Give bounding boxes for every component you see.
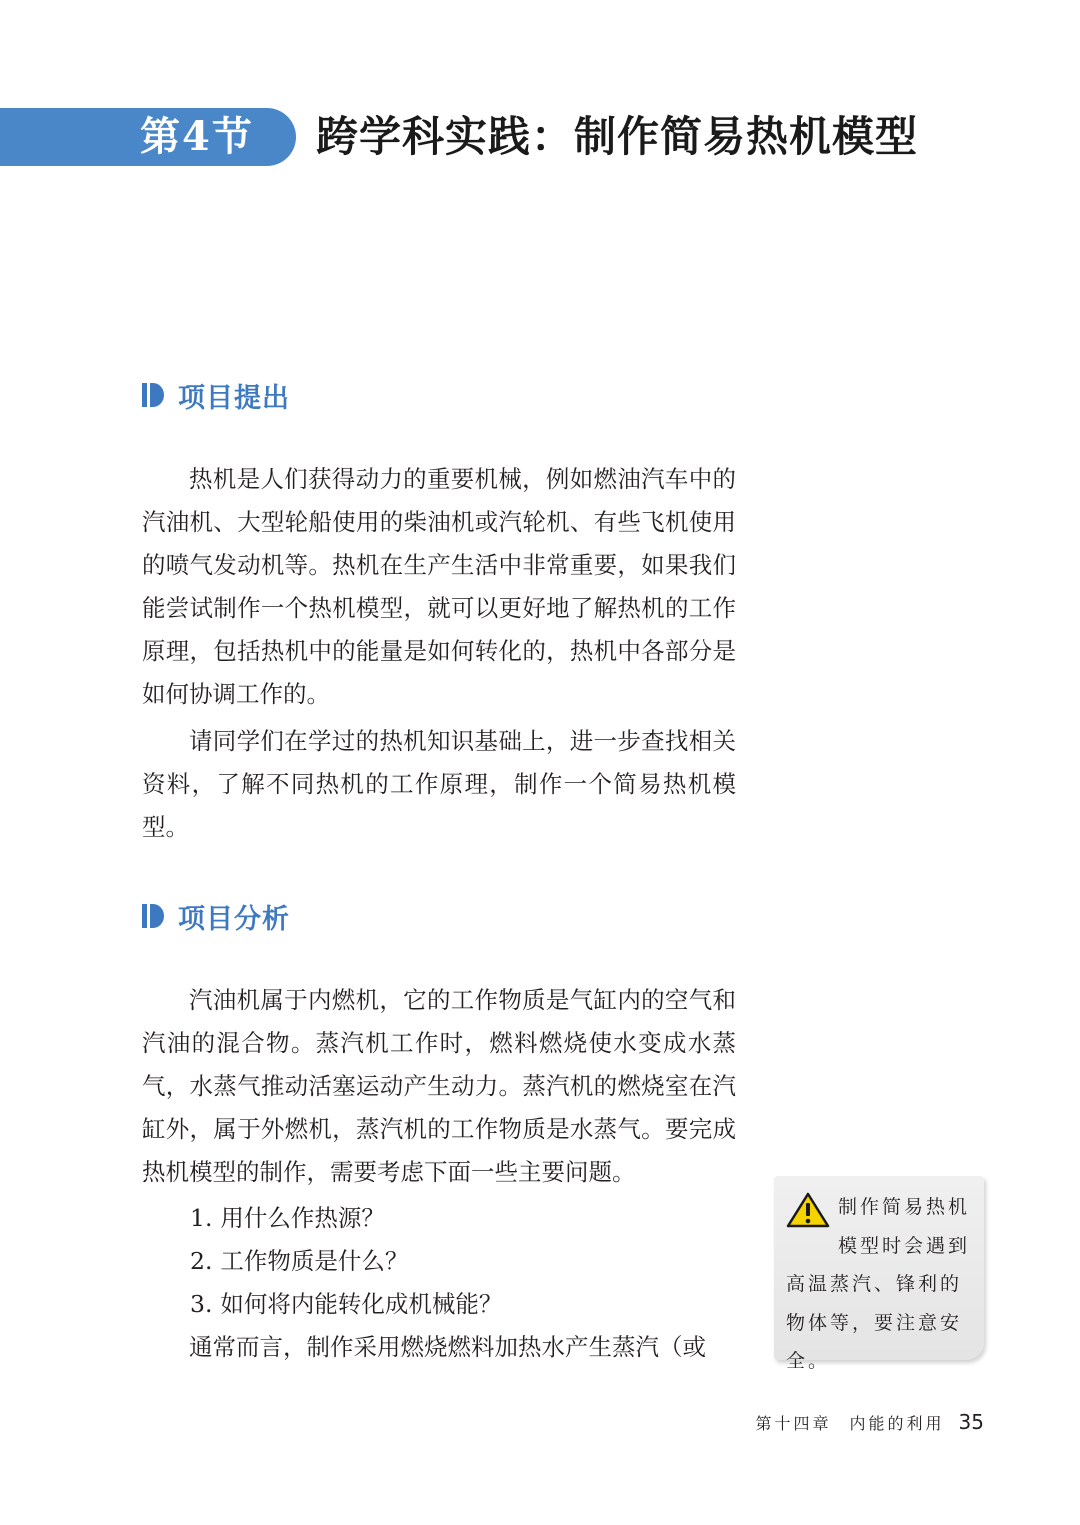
- list-item-number: 1.: [190, 1204, 213, 1232]
- list-item-text: 用什么作热源？: [220, 1204, 385, 1232]
- warning-icon: [786, 1192, 830, 1228]
- section-heading-proposal: [142, 375, 290, 415]
- section-heading-text: 项目分析: [178, 903, 290, 935]
- footer-chapter: 第十四章: [755, 1413, 832, 1433]
- safety-note-text: 制作简易热机模型时会遇到高温蒸汽、锋利的物体等，要注意安全。: [786, 1196, 971, 1372]
- section-heading-text: 项目提出: [178, 382, 290, 414]
- page-footer: [756, 1407, 984, 1437]
- safety-note: [774, 1176, 984, 1372]
- list-item-text: 工作物质是什么？: [220, 1247, 409, 1275]
- paragraph: 热机是人们获得动力的重要机械，例如燃油汽车中的汽油机、大型轮船使用的柴油机或汽轮机、有些飞机使用的喷气发动机等。热机在生产生活中非常重要，如果我们能尝试制作一个热机模型，就可以更好地了解热机的工作原理，包括热机中的能量是如何转化的，热机中各部分是如何协调工作的。: [142, 465, 736, 708]
- list-item-number: 3.: [190, 1290, 213, 1318]
- heading-marker-icon: [142, 383, 164, 407]
- list-item: [190, 1283, 502, 1326]
- section-heading-analysis: [142, 896, 290, 936]
- list-item-number: 2.: [190, 1247, 213, 1275]
- paragraph: 汽油机属于内燃机，它的工作物质是气缸内的空气和汽油的混合物。蒸汽机工作时，燃料燃烧使水变成水蒸气，水蒸气推动活塞运动产生动力。蒸汽机的燃烧室在汽缸外，属于外燃机，蒸汽机的工作物质是水蒸气。要完成热机模型的制作，需要考虑下面一些主要问题。: [142, 986, 736, 1186]
- list-item-text: 如何将内能转化成机械能？: [220, 1290, 503, 1318]
- footer-chapter-title: 内能的利用: [849, 1413, 945, 1433]
- paragraph: 请同学们在学过的热机知识基础上，进一步查找相关资料，了解不同热机的工作原理，制作一个简易热机模型。: [142, 727, 736, 841]
- list-item: [190, 1197, 385, 1240]
- page-title: 跨学科实践：制作简易热机模型: [316, 112, 919, 161]
- list-item: [190, 1240, 408, 1283]
- section-label: 第4节: [140, 113, 254, 160]
- paragraph: 通常而言，制作采用燃烧燃料加热水产生蒸汽（或: [189, 1333, 706, 1361]
- page-number: 35: [958, 1410, 984, 1434]
- heading-marker-icon: [142, 904, 164, 928]
